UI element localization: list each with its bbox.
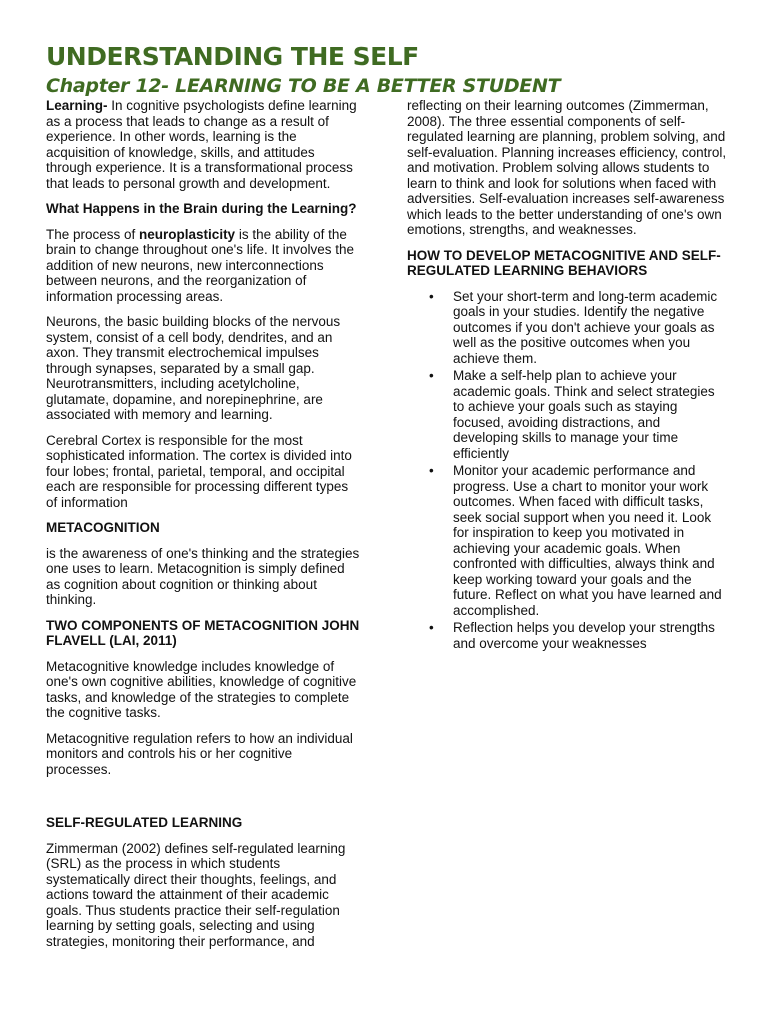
srl-heading: SELF-REGULATED LEARNING [46,815,243,830]
learning-text: In cognitive psychologists define learning as a process that leads to change as a result of experience. In other words, learning is the acquisition of knowledge, skills, and attitudes through experience. It is a transformational process that leads to personal growth and development. [46,98,357,191]
chapter-subtitle: Chapter 12- LEARNING TO BE A BETTER STUDENT [46,75,561,97]
right-column [407,98,729,653]
brain-heading: What Happens in the Brain during the Learning? [46,201,357,216]
list-item: • Reflection helps you develop your strengths and overcome your weaknesses [453,620,729,651]
regulation-paragraph: Metacognitive regulation refers to how an individual monitors and controls his or her cognitive processes. [46,730,353,777]
neuroplasticity-paragraph [46,227,361,305]
learning-paragraph [46,98,361,191]
metacognition-paragraph: is the awareness of one's thinking and the strategies one uses to learn. Metacognition is simply defined as cognition about cognition or thinking about thinking. [46,545,360,607]
metacognition-heading: METACOGNITION [46,520,160,535]
neuro-pre: The process of [46,226,140,242]
cortex-paragraph: Cerebral Cortex is responsible for the most sophisticated information. The cortex is divided into four lobes; frontal, parietal, temporal, and occipital each are responsible for processing different types of information [46,432,352,510]
list-item: • Monitor your academic performance and progress. Use a chart to monitor your work outcomes. When faced with difficult tasks, seek social support when you need it. Look for inspiration to keep you motivated in achieving your academic goals. When confronted with difficulties, always think and keep working toward your goals and the future. Reflect on what you have learned and accomplished. [453,463,729,618]
list-item: • Set your short-term and long-term academic goals in your studies. Identify the negative outcomes if you don't achieve your goals as well as the positive outcomes when you achieve them. [453,289,729,367]
neuro-post: is the ability of the brain to change throughout one's life. It involves the addition of new neurons, new interconnections between neurons, and the reorganization of information processing areas. [46,226,355,304]
components-heading: TWO COMPONENTS OF METACOGNITION JOHN FLAVELL (LAI, 2011) [46,617,360,648]
list-item: • Make a self-help plan to achieve your academic goals. Think and select strategies to achieve your goals such as staying focused, avoiding distractions, and developing skills to manage your time efficiently [453,368,729,461]
neurons-paragraph: Neurons, the basic building blocks of the nervous system, consist of a cell body, dendrites, and an axon. They transmit electrochemical impulses through synapses, separated by a small gap. Neurotransmitters, including acetylcholine, glutamate, dopamine, and norepinephrine, are associated with memory and learning. [46,314,341,422]
continued-paragraph: reflecting on their learning outcomes (Zimmerman, 2008). The three essential components of self-regulated learning are planning, problem solving, and self-evaluation. Planning increases efficiency, control, and motivation. Problem solving allows students to learn to think and look for solutions when faced with adversities. Self-evaluation increases self-awareness which leads to the better understanding of one's own emotions, strengths, and weaknesses. [407,98,727,237]
spacer [46,787,361,815]
learning-lead: Learning- [46,98,108,113]
neuroplasticity-term: neuroplasticity [139,226,236,242]
left-column [46,98,361,959]
knowledge-paragraph: Metacognitive knowledge includes knowledge of one's own cognitive abilities, knowledge of cognitive tasks, and knowledge of the strategies to complete the cognitive tasks. [46,658,357,720]
page-title: UNDERSTANDING THE SELF [46,42,419,71]
develop-heading: HOW TO DEVELOP METACOGNITIVE AND SELF-REGULATED LEARNING BEHAVIORS [407,247,721,278]
srl-paragraph: Zimmerman (2002) defines self-regulated learning (SRL) as the process in which students systematically direct their thoughts, feelings, and actions toward the attainment of their academic goals. Thus students practice their self-regulation learning by setting goals, selecting and using strategies, monitoring their performance, and [46,840,346,949]
behaviors-list [407,289,729,652]
